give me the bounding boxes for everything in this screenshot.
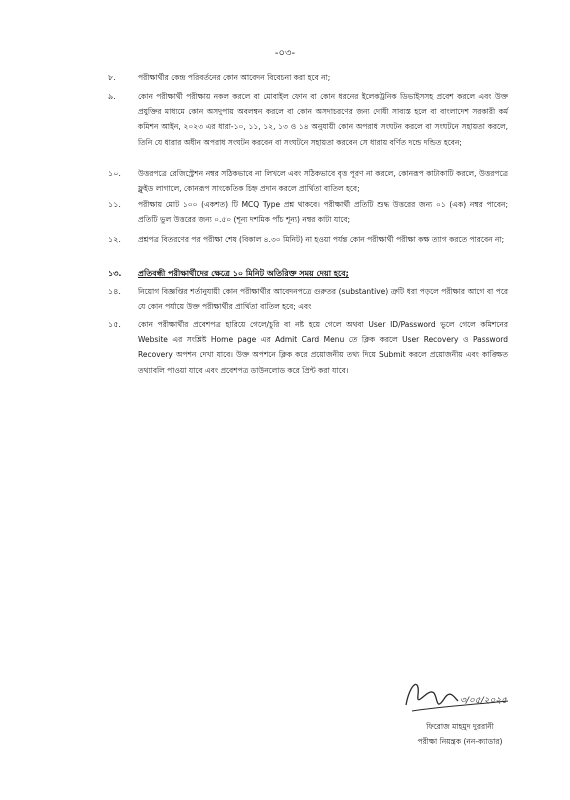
item-text: পরীক্ষায় মোট ১০০ (একশত) টি MCQ Type প্রশ্ন থাকবে। পরীক্ষার্থী প্রতিটি শুদ্ধ উত্তরের জন্য ০১ (এক) নম্বর পাবেন; প্রতিটি ভুল উত্তরের জন্য ০.৫০ (শূন্য দশমিক পাঁচ শূন্য) নম্বর কাটা যাবে; — [138, 200, 508, 225]
item-text: উত্তরপত্রে রেজিস্ট্রেশন নম্বর সঠিকভাবে না লিখলে এবং সঠিকভাবে বৃত্ত পূরণ না করলে, কোনরূপ কাটাকাটি করলে, উত্তরপত্রে ফ্লুইড লাগালে, কোনরূপ সাংকেতিক চিহ্ন প্রদান করলে প্রার্থিতা বাতিল হবে; — [138, 169, 508, 194]
item-text: কোন পরীক্ষার্থীর প্রবেশপত্র হারিয়ে গেলে/চুরি বা নষ্ট হয়ে গেলে অথবা User ID/Password ভুলে গেলে কমিশনের Website এর সংশ্লিষ্ট Home page এর Admit Card Menu তে ক্লিক করলে User Recovery ও Password Recovery অপশন দেখা যাবে। উক্ত অপশনে ক্লিক করে প্রয়োজনীয় তথ্য দিয়ে Submit করলে প্রয়োজনীয় এবং কাঙ্ক্ষিত তথ্যাবলি পাওয়া যাবে এবং প্রবেশপত্র ডাউনলোড করে প্রিন্ট করা যাবে। — [138, 320, 508, 375]
signature-date: ৩/০৫/২০২৫ — [460, 696, 508, 706]
item-number: ৮. — [108, 73, 116, 82]
item-number: ১৫. — [108, 320, 121, 329]
item-text: প্রশ্নপত্র বিতরণের পর পরীক্ষা শেষ (বিকাল ৪.৩০ মিনিট) না হওয়া পর্যন্ত কোন পরীক্ষার্থী পরীক্ষা কক্ষ ত্যাগ করতে পারবেন না; — [138, 235, 505, 244]
item-text-underlined: প্রতিবন্ধী পরীক্ষার্থীদের ক্ষেত্রে ১০ মিনিট অতিরিক্ত সময় দেয়া হবে; — [138, 269, 349, 278]
item-number: ১৩. — [108, 269, 122, 278]
signatory-title: পরীক্ষা নিয়ন্ত্রক (নন-ক্যাডার) — [417, 737, 503, 746]
list-item — [108, 197, 508, 227]
item-number: ১০. — [108, 169, 121, 178]
page-number: -০৩- — [274, 48, 296, 59]
item-text — [138, 266, 508, 281]
list-item — [108, 89, 508, 150]
item-number: ১২. — [108, 235, 121, 244]
list-item — [108, 70, 508, 85]
list-item — [108, 284, 508, 314]
item-text: কোন পরীক্ষার্থী পরীক্ষায় নকল করলে বা মোবাইল ফোন বা কোন ধরনের ইলেকট্রনিক ডিভাইসসহ প্রবেশ করলে এবং উক্ত প্রযুক্তির মাধ্যমে কোন অসদুপায় অবলম্বন করলে বা কোন অসদাচরণের জন্য দোষী সাব্যস্ত হলে বা বাংলাদেশ সরকারী কর্ম কমিশন আইন, ২০২৩ এর ধারা-১০, ১১, ১২, ১৩ ও ১৪ অনুযায়ী কোন অপরাধ সংঘটন করলে বা সংঘটনে সহায়তা করলে, তিনি যে ধারার অধীন অপরাধ সংঘটন করবেন বা সংঘটনে সহায়তা করবেন সে ধারায় বর্ণিত দন্ডে দন্ডিত হবেন; — [138, 92, 508, 147]
item-number: ১৪. — [108, 287, 121, 296]
list-item — [108, 232, 508, 247]
signature-block — [390, 665, 540, 775]
list-item — [108, 317, 508, 378]
item-text: পরীক্ষার্থীর কেন্দ্র পরিবর্তনের কোন আবেদন বিবেচনা করা হবে না; — [138, 73, 331, 82]
signatory-name: ফিরোজ মাহমুদ দুররানী — [426, 722, 494, 731]
list-item — [108, 266, 508, 281]
handwritten-signature — [398, 665, 518, 725]
list-item — [108, 166, 508, 196]
item-text: নিয়োগ বিজ্ঞপ্তির শর্তানুযায়ী কোন পরীক্ষার্থীর আবেদনপত্রে গুরুতর (substantive) ত্রুটি ধরা পড়লে পরীক্ষার আগে বা পরে যে কোন পর্যায়ে উক্ত পরীক্ষার্থীর প্রার্থিতা বাতিল হবে; এবং — [138, 287, 508, 312]
item-number: ৯. — [108, 92, 116, 101]
item-number: ১১. — [108, 200, 121, 209]
